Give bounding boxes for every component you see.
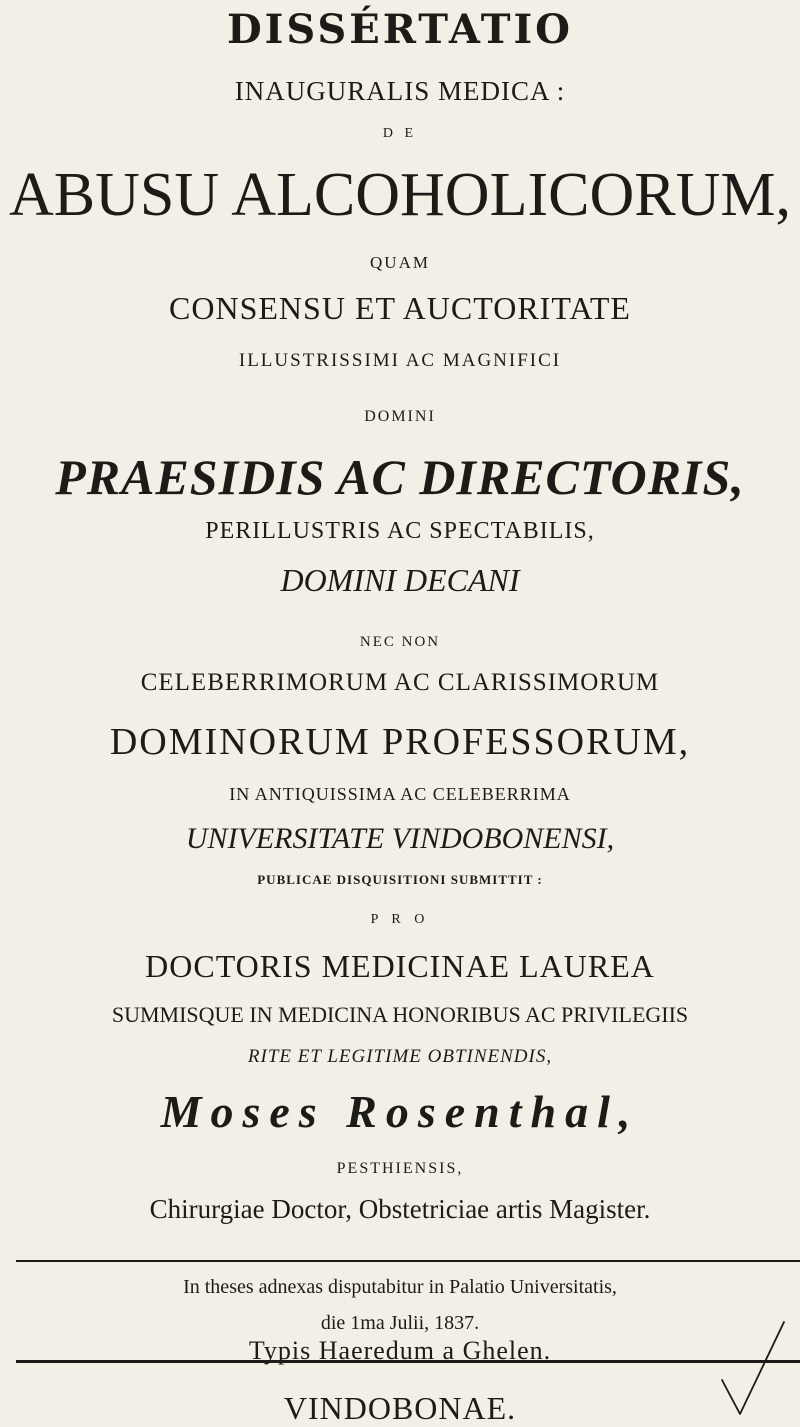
domini-decani-line: DOMINI DECANI: [280, 562, 520, 598]
dominorum-professorum-line: DOMINORUM PROFESSORUM,: [109, 721, 691, 763]
pro-line: P R O: [370, 912, 430, 927]
rite-line: RITE ET LEGITIME OBTINENDIS,: [247, 1046, 553, 1067]
quam-label: QUAM: [370, 253, 430, 272]
nec-non-line: NEC NON: [359, 634, 441, 650]
inauguralis-medica: INAUGURALIS MEDICA :: [234, 76, 566, 106]
author-name: Moses Rosenthal,: [160, 1086, 640, 1137]
author-origin: PESTHIENSIS,: [336, 1160, 464, 1177]
imprint-city: VINDOBONAE.: [283, 1390, 517, 1426]
theses-line-2: die 1ma Julii, 1837.: [320, 1312, 480, 1334]
summisque-line: SUMMISQUE IN MEDICINA HONORIBUS AC PRIVILEGIIS: [111, 1002, 689, 1027]
universitate-line: UNIVERSITATE VINDOBONENSI,: [185, 822, 615, 855]
handwritten-check-mark-icon: [718, 1318, 788, 1418]
praesidis-line: PRAESIDIS AC DIRECTORIS,: [55, 449, 745, 505]
perillustris-line: PERILLUSTRIS AC SPECTABILIS,: [205, 518, 595, 544]
domini-line: DOMINI: [364, 408, 436, 425]
celeberrimorum-line: CELEBERRIMORUM AC CLARISSIMORUM: [140, 669, 660, 696]
dissertation-heading: DISSÉRTATIO: [226, 6, 574, 53]
illustrissimi-line: ILLUSTRISSIMI AC MAGNIFICI: [238, 350, 562, 371]
topic-title: ABUSU ALCOHOLICORUM,: [9, 161, 791, 229]
publicae-line: PUBLICAE DISQUISITIONI SUBMITTIT :: [257, 872, 543, 887]
in-antiquissima-line: IN ANTIQUISSIMA AC CELEBERRIMA: [229, 784, 571, 804]
top-divider: [16, 1260, 800, 1262]
imprint-printer: Typis Haeredum a Ghelen.: [248, 1336, 552, 1365]
de-label: D E: [382, 126, 418, 141]
author-credentials: Chirurgiae Doctor, Obstetriciae artis Magister.: [149, 1194, 651, 1224]
doctoris-line: DOCTORIS MEDICINAE LAUREA: [145, 948, 655, 984]
theses-line-1: In theses adnexas disputabitur in Palatio Universitatis,: [183, 1276, 617, 1298]
consensu-line: CONSENSU ET AUCTORITATE: [169, 290, 631, 326]
